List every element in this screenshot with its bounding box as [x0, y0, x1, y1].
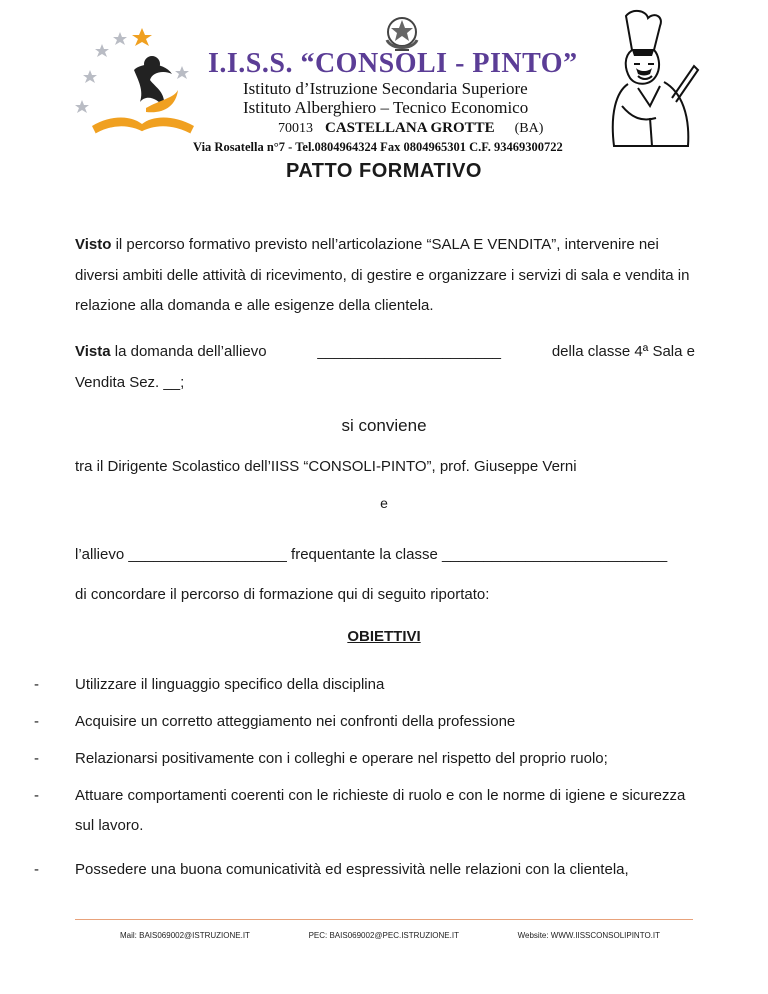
vista-text-c: Vendita Sez. __; [75, 373, 185, 391]
bullet-dash: - [34, 787, 39, 804]
document-title: PATTO FORMATIVO [285, 160, 482, 182]
province: (BA) [514, 121, 544, 136]
vista-text-a: la domanda dell’allievo [114, 343, 267, 360]
city-name: CASTELLANA GROTTE [325, 120, 495, 136]
objective-text: Attuare comportamenti coerenti con le richieste di ruolo e con le norme di igiene e sicurezza sul lavoro. [75, 787, 686, 834]
student-name-blank: ______________________ [317, 343, 501, 360]
school-subtitle-line1: Istituto d’Istruzione Secondaria Superiore [243, 79, 528, 98]
chef-illustration-icon [602, 6, 700, 154]
footer-pec: PEC: BAIS069002@PEC.ISTRUZIONE.IT [308, 931, 459, 940]
footer-divider [75, 919, 693, 920]
allievo-line: l’allievo ___________________ frequentante la classe ___________________________ [75, 546, 668, 563]
footer-website: Website: WWW.IISSCONSOLIPINTO.IT [517, 931, 660, 940]
vista-paragraph [75, 337, 695, 398]
vista-text-b: della classe 4ª Sala e [551, 343, 695, 360]
bullet-dash: - [34, 750, 39, 767]
school-subtitle-line2: Istituto Alberghiero – Tecnico Economico [243, 98, 529, 117]
visto-label: Visto [75, 236, 112, 253]
visto-text: il percorso formativo previsto nell’articolazione “SALA E VENDITA”, intervenire nei diversi ambiti delle attività di ricevimento, di gestire e organizzare i servizi di sala e vendita in relazione alla domanda e alle esigenze della clientela. [75, 236, 690, 314]
school-address-line: Via Rosatella n°7 - Tel.0804964324 Fax 0804965301 C.F. 93469300722 [193, 140, 563, 154]
objective-text: Utilizzare il linguaggio specifico della disciplina [75, 676, 385, 693]
footer-mail: Mail: BAIS069002@ISTRUZIONE.IT [120, 931, 250, 940]
bullet-dash: - [34, 861, 39, 878]
tra-paragraph: tra il Dirigente Scolastico dell’IISS “CONSOLI-PINTO”, prof. Giuseppe Verni [75, 458, 577, 475]
concordare-paragraph: di concordare il percorso di formazione qui di seguito riportato: [75, 586, 490, 603]
bullet-dash: - [34, 713, 39, 730]
obiettivi-heading: OBIETTIVI [347, 628, 421, 645]
visto-paragraph [75, 230, 695, 322]
school-logo-icon [72, 22, 212, 147]
objective-text: Relazionarsi positivamente con i colleghi e operare nel rispetto del proprio ruolo; [75, 750, 608, 767]
e-conjunction: e [380, 495, 388, 511]
school-name: I.I.S.S. “CONSOLI - PINTO” [208, 48, 578, 79]
bullet-dash: - [34, 676, 39, 693]
vista-label: Vista [75, 343, 111, 360]
si-conviene-heading: si conviene [341, 416, 427, 435]
school-city-line [278, 120, 543, 137]
page-footer [120, 931, 660, 940]
objective-text: Acquisire un corretto atteggiamento nei confronti della professione [75, 713, 516, 730]
objective-text: Possedere una buona comunicatività ed espressività nelle relazioni con la clientela, [75, 861, 629, 878]
postal-code: 70013 [278, 121, 313, 136]
